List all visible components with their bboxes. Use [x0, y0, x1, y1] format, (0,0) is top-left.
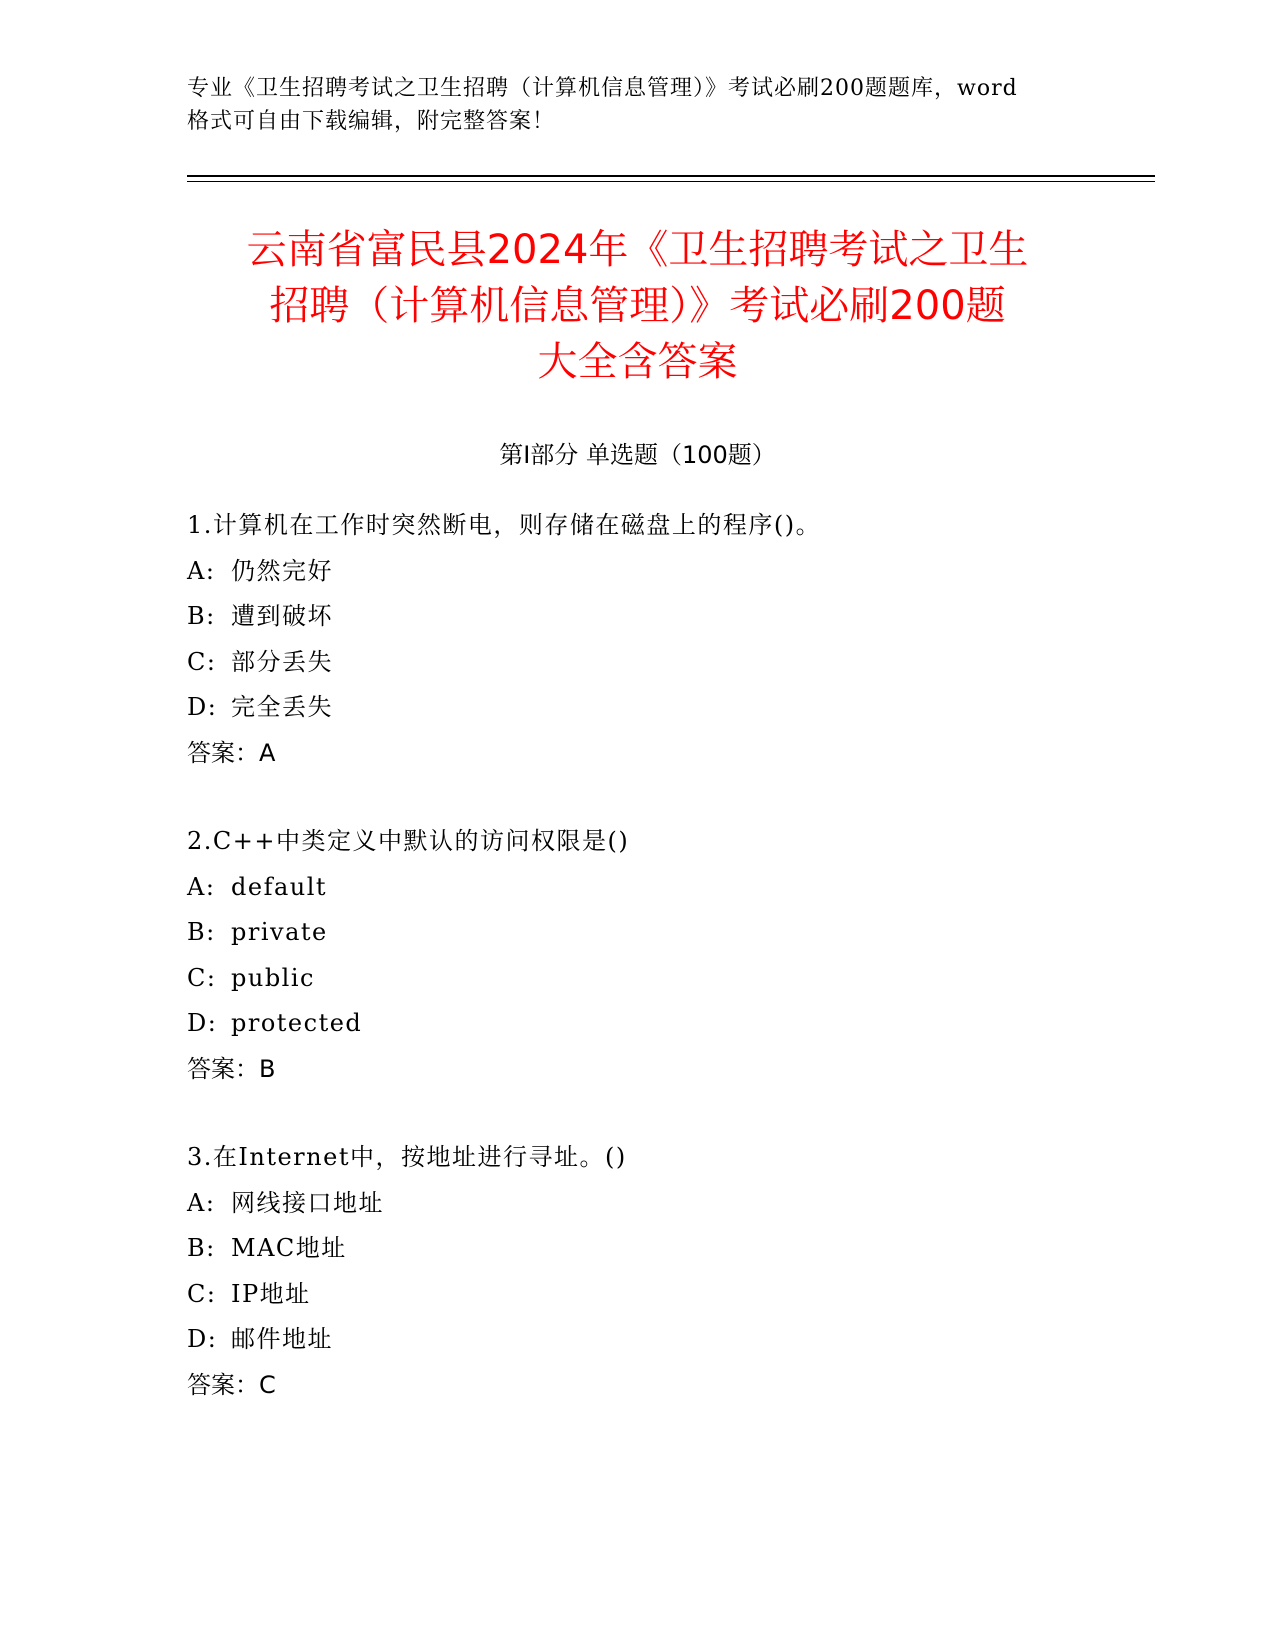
- option-b: [187, 910, 1137, 956]
- question-stem: 3.在Internet中，按地址进行寻址。(): [187, 1143, 627, 1171]
- option-text: public: [231, 963, 315, 992]
- document-title: [160, 222, 1115, 390]
- option-letter: B:: [187, 1234, 216, 1262]
- question-stem: 2.C++中类定义中默认的访问权限是(): [187, 827, 630, 855]
- question-2: [187, 819, 1137, 1092]
- option-text: default: [231, 872, 328, 901]
- option-text: IP地址: [231, 1279, 311, 1308]
- question-1: [187, 503, 1137, 776]
- document-title-line-2: 招聘（计算机信息管理）》考试必刷200题: [269, 283, 1006, 329]
- section-heading: 第Ⅰ部分 单选题（100题）: [499, 441, 776, 469]
- option-text: 仍然完好: [231, 556, 333, 585]
- question-3: [187, 1135, 1137, 1408]
- option-letter: D:: [187, 1325, 218, 1353]
- header-divider-thin: [187, 181, 1155, 182]
- option-letter: A:: [187, 556, 216, 585]
- option-text: private: [231, 918, 328, 946]
- option-a: [187, 549, 1137, 595]
- option-text: protected: [231, 1009, 363, 1037]
- document-title-line-1: 云南省富民县2024年《卫生招聘考试之卫生: [246, 227, 1029, 273]
- option-letter: B:: [187, 602, 216, 630]
- question-stem: 1.计算机在工作时突然断电，则存储在磁盘上的程序()。: [187, 511, 822, 539]
- header-note-line-1: 专业《卫生招聘考试之卫生招聘（计算机信息管理）》考试必刷200题题库，word: [187, 76, 1018, 101]
- option-letter: A:: [187, 872, 216, 901]
- header-note: [187, 72, 1087, 138]
- option-text: 遭到破坏: [231, 602, 333, 630]
- option-c: [187, 640, 1137, 686]
- option-text: 邮件地址: [231, 1325, 333, 1353]
- answer-line: 答案：C: [187, 1370, 276, 1399]
- header-note-line-2: 格式可自由下载编辑，附完整答案！: [187, 109, 556, 134]
- header-divider-thick: [187, 175, 1155, 177]
- option-c: [187, 956, 1137, 1002]
- answer-line: 答案：B: [187, 1054, 276, 1083]
- option-letter: C:: [187, 963, 217, 992]
- document-title-line-3: 大全含答案: [537, 339, 738, 385]
- option-d: [187, 1317, 1137, 1363]
- option-letter: C:: [187, 1279, 217, 1308]
- answer-line: 答案：A: [187, 738, 276, 767]
- option-text: 完全丢失: [231, 693, 333, 721]
- option-letter: B:: [187, 918, 216, 946]
- option-a: [187, 1181, 1137, 1227]
- option-d: [187, 685, 1137, 731]
- option-text: 部分丢失: [231, 647, 333, 676]
- option-text: MAC地址: [231, 1234, 347, 1262]
- option-text: 网线接口地址: [231, 1188, 384, 1217]
- option-letter: A:: [187, 1188, 216, 1217]
- option-d: [187, 1001, 1137, 1047]
- option-b: [187, 594, 1137, 640]
- option-letter: C:: [187, 647, 217, 676]
- option-b: [187, 1226, 1137, 1272]
- option-letter: D:: [187, 1009, 218, 1037]
- option-c: [187, 1272, 1137, 1318]
- option-a: [187, 865, 1137, 911]
- option-letter: D:: [187, 693, 218, 721]
